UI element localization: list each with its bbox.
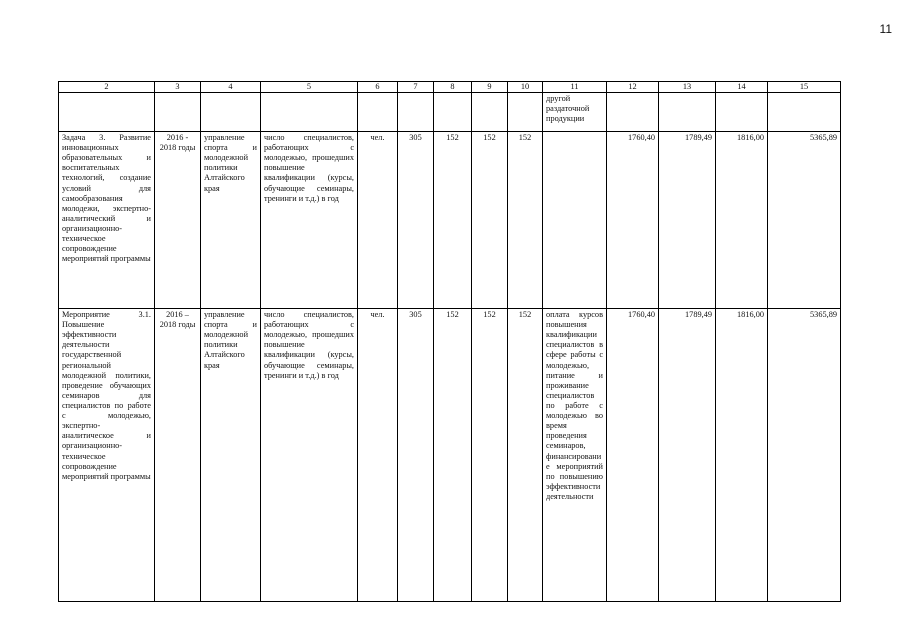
col-number-header: 5 [261, 82, 358, 93]
page-number: 11 [879, 22, 892, 36]
cell-executor: управление спорта и молодежной политики Алтайского края [201, 132, 261, 309]
cell-expense-description: оплата курсов повышения квалификации специалистов в сфере работы с молодежью, питание и проживание специалистов по работе с молодежью во время проведения семинаров, финансирование мероприятий по повышению эффективности деятельности [543, 309, 607, 602]
col-number-header: 10 [508, 82, 543, 93]
cell-amount: 1816,00 [716, 309, 768, 602]
cell-amount-total: 5365,89 [768, 309, 841, 602]
col-number-header: 15 [768, 82, 841, 93]
cell-value [398, 93, 434, 132]
cell-value [434, 93, 472, 132]
table-row [59, 132, 841, 309]
cell-value: 152 [472, 309, 508, 602]
col-number-header: 4 [201, 82, 261, 93]
col-number-header: 8 [434, 82, 472, 93]
cell-amount [716, 93, 768, 132]
cell-value: 152 [508, 309, 543, 602]
cell-amount-total [768, 93, 841, 132]
col-number-header: 12 [607, 82, 659, 93]
cell-value: 152 [472, 132, 508, 309]
cell-executor: управление спорта и молодежной политики Алтайского края [201, 309, 261, 602]
col-number-header: 7 [398, 82, 434, 93]
col-number-header: 2 [59, 82, 155, 93]
cell-amount [607, 93, 659, 132]
col-number-header: 14 [716, 82, 768, 93]
cell-amount: 1760,40 [607, 309, 659, 602]
col-number-header: 13 [659, 82, 716, 93]
cell-task [59, 93, 155, 132]
cell-amount: 1789,49 [659, 309, 716, 602]
cell-expense-description: другой раздаточной продукции [543, 93, 607, 132]
cell-indicator: число специалистов, работающих с молодежью, прошедших повышение квалификации (курсы, обучающие семинары, тренинги и т.д.) в год [261, 309, 358, 602]
cell-amount: 1789,49 [659, 132, 716, 309]
cell-amount: 1816,00 [716, 132, 768, 309]
cell-expense-description [543, 132, 607, 309]
cell-task: Задача 3. Развитие инновационных образовательных и воспитательных технологий, создание условий для самообразования молодежи, экспертно-аналитический и организационно-техническое сопровождение мероприятий программы [59, 132, 155, 309]
col-number-header: 11 [543, 82, 607, 93]
cell-amount: 1760,40 [607, 132, 659, 309]
cell-amount [659, 93, 716, 132]
cell-value [508, 93, 543, 132]
cell-amount-total: 5365,89 [768, 132, 841, 309]
table-row [59, 309, 841, 602]
col-number-header: 9 [472, 82, 508, 93]
cell-value: 152 [434, 309, 472, 602]
cell-value: 152 [434, 132, 472, 309]
col-number-header: 3 [155, 82, 201, 93]
cell-unit: чел. [358, 132, 398, 309]
cell-unit [358, 93, 398, 132]
col-number-header: 6 [358, 82, 398, 93]
cell-period [155, 93, 201, 132]
cell-value: 152 [508, 132, 543, 309]
column-number-row [59, 82, 841, 93]
cell-task: Мероприятие 3.1. Повышение эффективности деятельности государственной региональной молодежной политики, проведение обучающих семинаров для специалистов по работе с молодежью, экспертно-аналитическое и организационно-техническое сопровождение мероприятий программы [59, 309, 155, 602]
cell-indicator [261, 93, 358, 132]
program-table [58, 81, 841, 602]
cell-executor [201, 93, 261, 132]
cell-value: 305 [398, 132, 434, 309]
cell-period: 2016 - 2018 годы [155, 132, 201, 309]
cell-value: 305 [398, 309, 434, 602]
cell-unit: чел. [358, 309, 398, 602]
table-row [59, 93, 841, 132]
cell-indicator: число специалистов, работающих с молодежью, прошедших повышение квалификации (курсы, обучающие семинары, тренинги и т.д.) в год [261, 132, 358, 309]
cell-period: 2016 – 2018 годы [155, 309, 201, 602]
cell-value [472, 93, 508, 132]
